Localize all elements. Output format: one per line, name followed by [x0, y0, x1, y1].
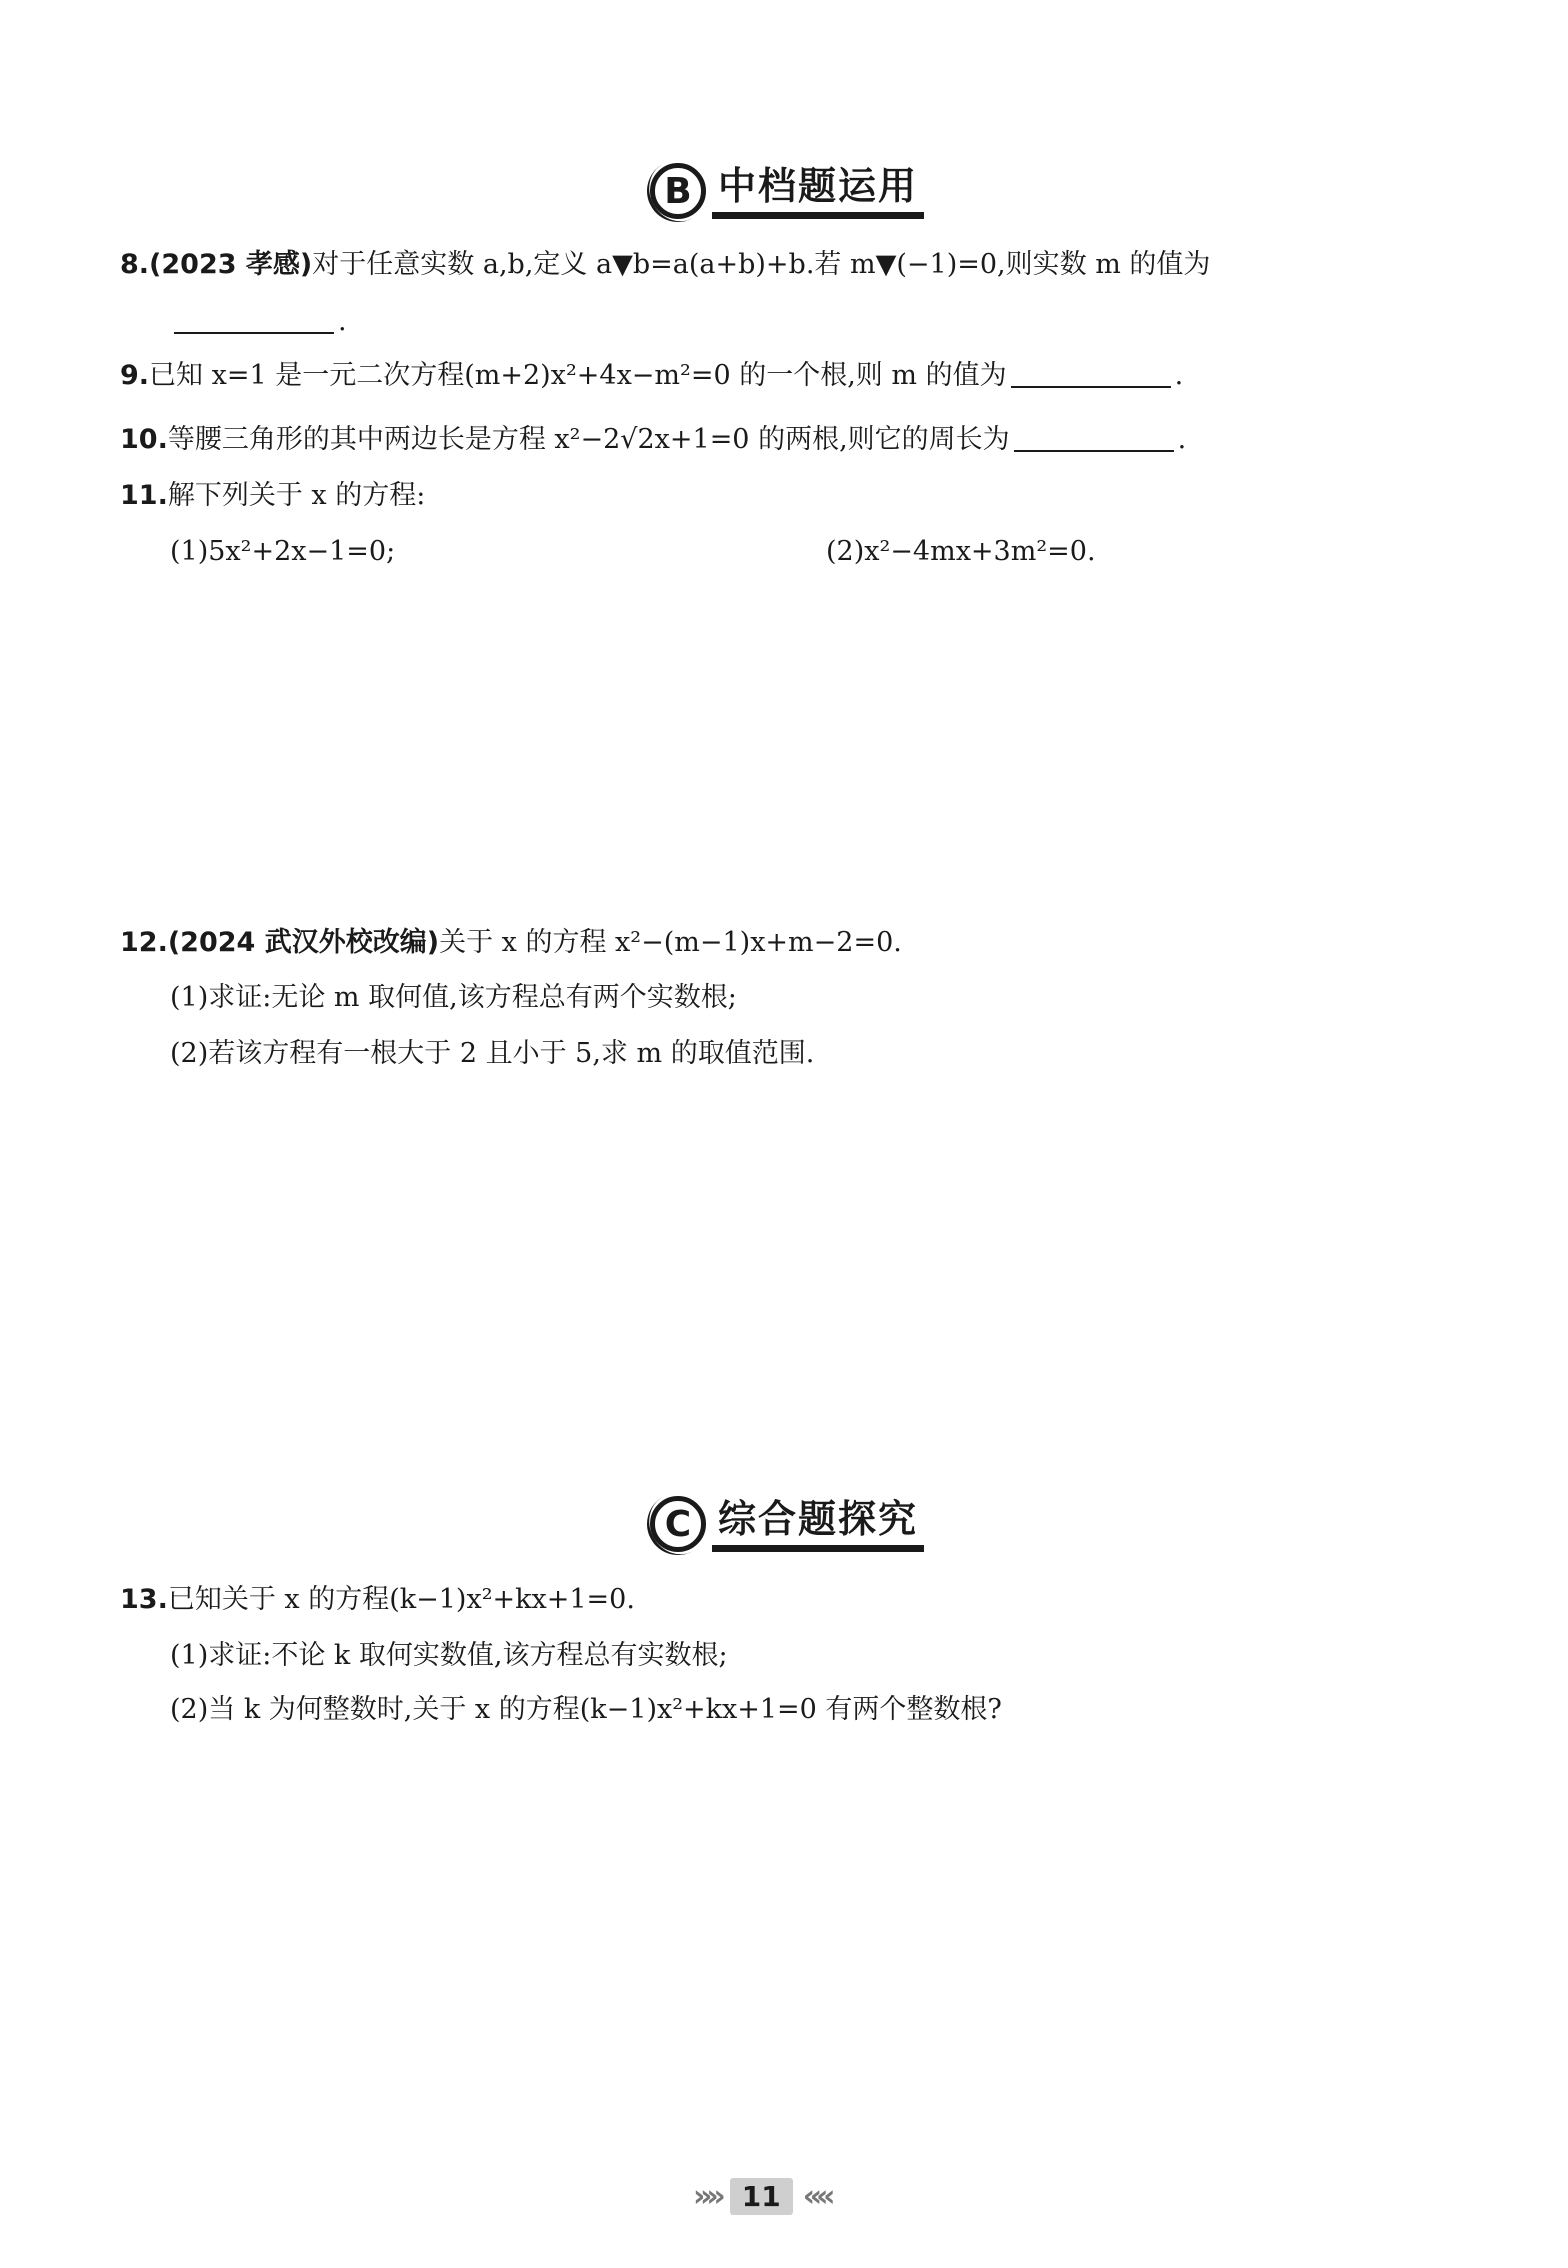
question-11 — [120, 476, 425, 516]
question-13-part-1: (1)求证:不论 k 取何实数值,该方程总有实数根; — [170, 1640, 728, 1671]
question-10-blank[interactable] — [1014, 420, 1174, 452]
section-c-badge — [650, 1496, 706, 1552]
question-10-text: 等腰三角形的其中两边长是方程 x²−2√2x+1=0 的两根,则它的周长为 — [167, 424, 1010, 455]
question-8-source: (2023 孝感) — [149, 249, 313, 280]
question-13-number: 13. — [120, 1584, 168, 1615]
question-11-part-1: (1)5x²+2x−1=0; — [170, 536, 396, 567]
footer-left-chevrons-icon: »» — [693, 2179, 720, 2214]
section-c-underline — [712, 1545, 924, 1552]
question-10 — [120, 420, 1186, 460]
question-13-part-2: (2)当 k 为何整数时,关于 x 的方程(k−1)x²+kx+1=0 有两个整数根? — [170, 1694, 1002, 1725]
question-9-tail: . — [1174, 360, 1184, 391]
question-13 — [120, 1580, 635, 1620]
page-number: 11 — [730, 2178, 793, 2215]
section-b-underline — [712, 212, 924, 219]
question-9 — [120, 356, 1183, 396]
question-8-answer-line — [170, 302, 347, 342]
question-12 — [120, 923, 902, 963]
section-b-badge — [650, 163, 706, 219]
question-9-blank[interactable] — [1011, 356, 1171, 388]
question-8-text: 对于任意实数 a,b,定义 a▼b=a(a+b)+b.若 m▼(−1)=0,则实数 m 的值为 — [312, 249, 1211, 280]
question-8-tail: . — [338, 306, 347, 337]
question-12-text: 关于 x 的方程 x²−(m−1)x+m−2=0. — [439, 927, 902, 958]
question-12-number: 12. — [120, 927, 168, 958]
section-c-header — [650, 1495, 924, 1552]
question-12-part-1: (1)求证:无论 m 取何值,该方程总有两个实数根; — [170, 982, 737, 1013]
question-8-blank[interactable] — [174, 302, 334, 334]
question-11-number: 11. — [120, 480, 168, 511]
section-b-letter: B — [664, 170, 692, 212]
question-12-part-2: (2)若该方程有一根大于 2 且小于 5,求 m 的取值范围. — [170, 1038, 815, 1069]
question-9-number: 9. — [120, 360, 150, 391]
footer-right-chevrons-icon: «« — [802, 2179, 830, 2214]
section-c-title: 综合题探究 — [718, 1497, 919, 1541]
page-footer — [693, 2178, 830, 2215]
question-13-text: 已知关于 x 的方程(k−1)x²+kx+1=0. — [167, 1584, 635, 1615]
question-8-number: 8. — [120, 249, 150, 280]
question-10-number: 10. — [120, 424, 168, 455]
question-11-part-2: (2)x²−4mx+3m²=0. — [826, 536, 1096, 567]
question-9-text: 已知 x=1 是一元二次方程(m+2)x²+4x−m²=0 的一个根,则 m 的值为 — [149, 360, 1007, 391]
question-8 — [120, 245, 1210, 285]
section-b-title: 中档题运用 — [718, 164, 919, 208]
section-c-letter: C — [664, 1503, 692, 1545]
section-b-header — [650, 162, 924, 219]
question-12-source: (2024 武汉外校改编) — [167, 927, 440, 958]
question-11-text: 解下列关于 x 的方程: — [167, 480, 426, 511]
question-10-tail: . — [1177, 424, 1187, 455]
